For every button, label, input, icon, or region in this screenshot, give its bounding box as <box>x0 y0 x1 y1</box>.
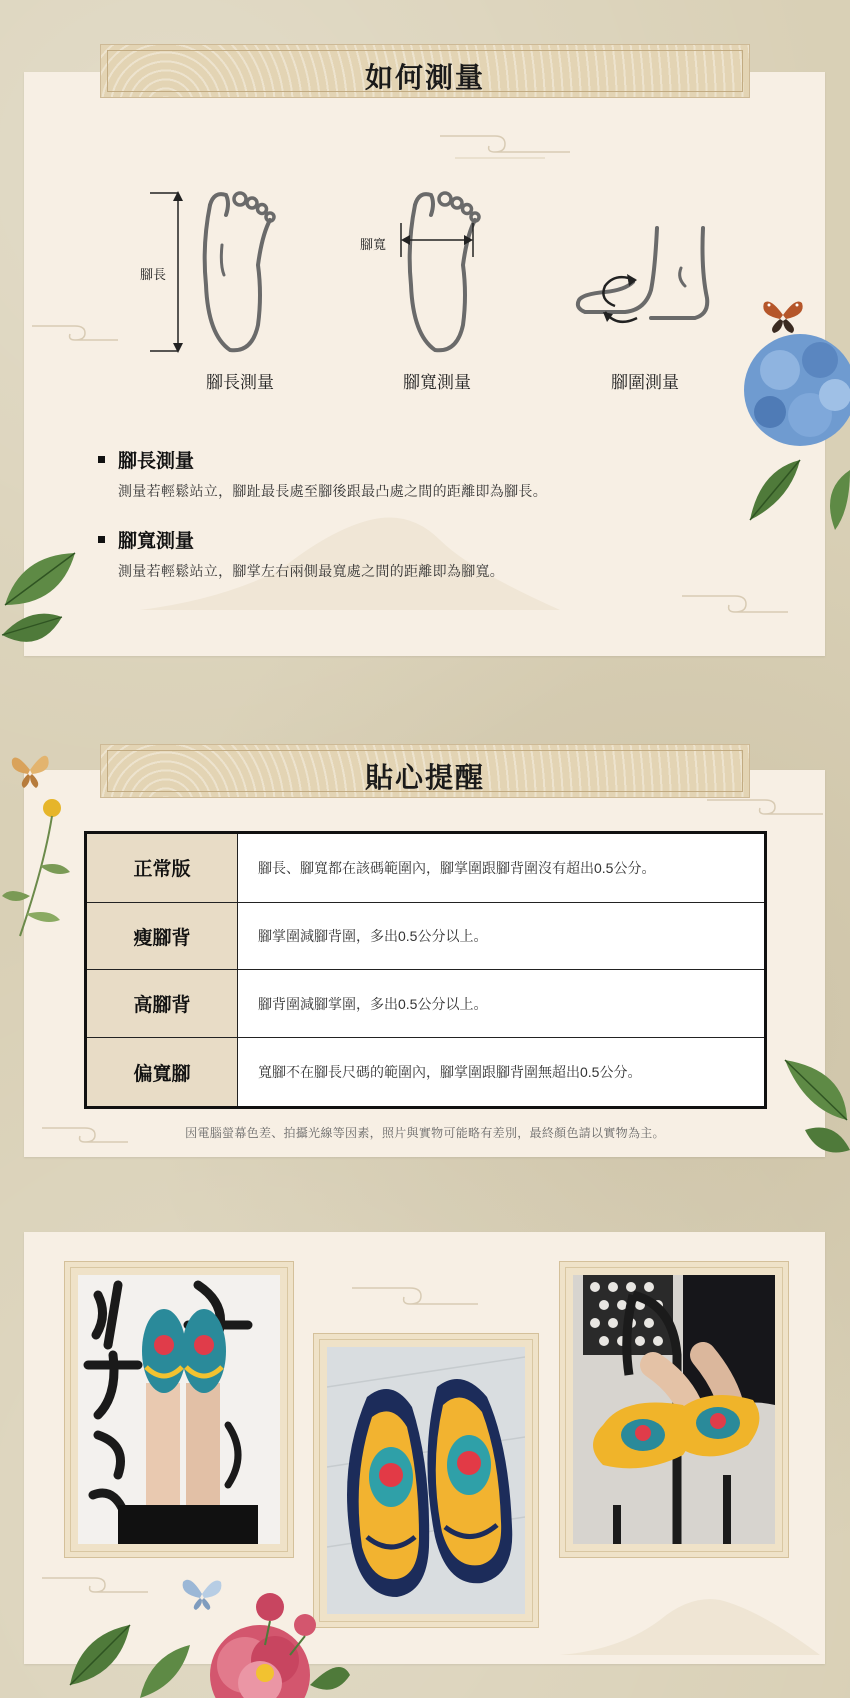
width-section-body: 測量若輕鬆站立，腳掌左右兩側最寬處之間的距離即為腳寬。 <box>118 563 505 579</box>
leaf-icon <box>0 545 80 665</box>
mountain-wash-icon <box>140 500 560 620</box>
foot-girth-caption: 腳圍測量 <box>611 373 679 392</box>
reminder-title-banner <box>100 744 750 798</box>
row-value: 腳掌圍減腳背圍，多出0.5公分以上。 <box>238 902 766 970</box>
measure-title-banner <box>100 44 750 98</box>
cloud-pattern-icon <box>350 1278 480 1312</box>
foot-width-label: 腳寬 <box>360 237 387 252</box>
measure-title: 如何測量 <box>364 61 485 94</box>
photo-seated-shoes <box>573 1275 775 1544</box>
table-row <box>86 970 766 1038</box>
photo-calligraphy-shoes <box>78 1275 280 1544</box>
row-value: 腳背圍減腳掌圍，多出0.5公分以上。 <box>238 970 766 1038</box>
table-row <box>86 833 766 903</box>
foot-length-label: 腳長 <box>140 267 167 282</box>
color-disclaimer: 因電腦螢幕色差、拍攝光線等因素，照片與實物可能略有差別，最終顏色請以實物為主。 <box>185 1126 665 1140</box>
row-key: 高腳背 <box>86 970 238 1038</box>
photo-shoes-pair <box>327 1347 525 1614</box>
leaf-icon <box>775 1050 850 1170</box>
foot-girth-diagram <box>575 220 715 340</box>
foot-width-diagram <box>395 185 495 355</box>
row-key: 偏寬腳 <box>86 1038 238 1108</box>
wildflower-icon <box>0 796 80 946</box>
table-row <box>86 902 766 970</box>
butterfly-icon <box>8 748 52 790</box>
reminder-title: 貼心提醒 <box>364 761 485 794</box>
cloud-pattern-icon <box>705 790 825 822</box>
peony-flower-icon <box>60 1585 350 1698</box>
row-value: 寬腳不在腳長尺碼的範圍內，腳掌圍跟腳背圍無超出0.5公分。 <box>238 1038 766 1108</box>
length-section-title: 腳長測量 <box>98 446 194 473</box>
hydrangea-flower-icon <box>740 320 850 560</box>
foot-width-caption: 腳寬測量 <box>403 373 471 392</box>
table-row <box>86 1038 766 1108</box>
cloud-pattern-icon <box>680 586 790 620</box>
foot-length-caption: 腳長測量 <box>206 373 274 392</box>
cloud-pattern-icon <box>30 316 120 346</box>
length-section-body: 測量若輕鬆站立，腳趾最長處至腳後跟最凸處之間的距離即為腳長。 <box>118 483 547 499</box>
reminder-table <box>84 831 767 1109</box>
width-section-title: 腳寬測量 <box>98 526 194 553</box>
row-key: 正常版 <box>86 833 238 903</box>
row-key: 瘦腳背 <box>86 902 238 970</box>
row-value: 腳長、腳寬都在該碼範圍內，腳掌圍跟腳背圍沒有超出0.5公分。 <box>238 833 766 903</box>
cloud-pattern-icon <box>435 128 575 162</box>
mountain-wash-icon <box>560 1570 820 1660</box>
